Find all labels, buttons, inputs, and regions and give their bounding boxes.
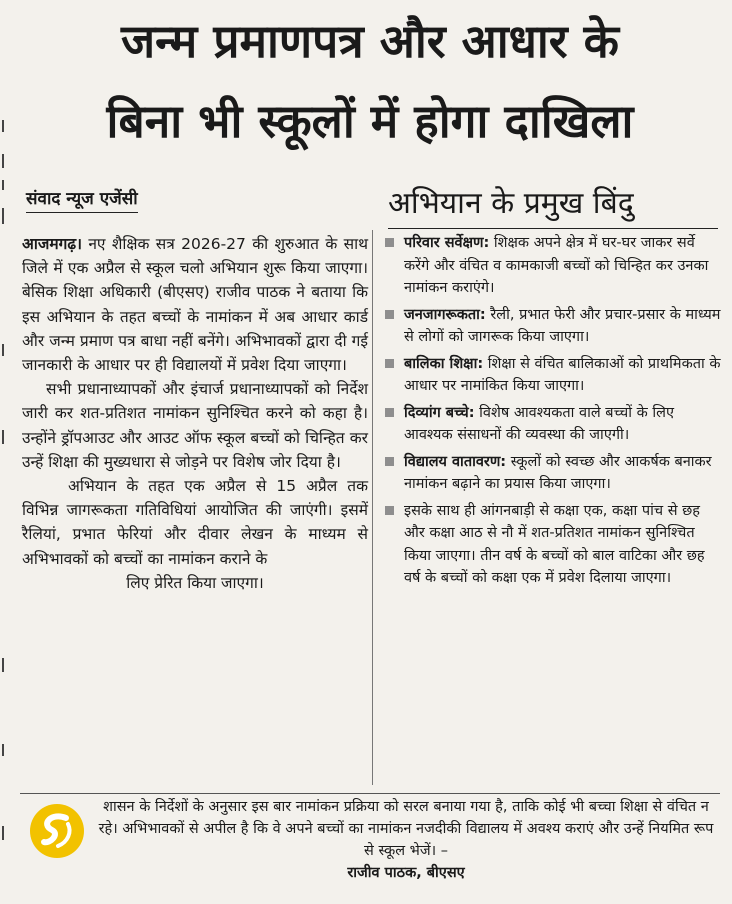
- key-point-disabled-children: दिव्यांग बच्चे: विशेष आवश्यकता वाले बच्चों के लिए आवश्यक संसाधनों की व्यवस्था की जाएगी।: [382, 402, 722, 447]
- square-bullet-icon: [385, 408, 394, 417]
- newspaper-logo-icon: [28, 802, 86, 860]
- column-divider: [372, 230, 373, 785]
- article-paragraph-3-end: लिए प्रेरित किया जाएगा।: [126, 573, 264, 592]
- headline-line-1: जन्म प्रमाणपत्र और आधार के: [121, 14, 619, 68]
- newspaper-logo: [28, 802, 86, 864]
- square-bullet-icon: [385, 457, 394, 466]
- quote-text: शासन के निर्देशों के अनुसार इस बार नामांकन प्रक्रिया को सरल बनाया गया है, ताकि कोई भी बच्चा शिक्षा से वंचित न रहे। अभिभावकों से अपील है कि वे अपने बच्चों का नामांकन नजदीकी विद्यालय में अवश्य कराएं और उन्हें नियमित रूप से स्कूल भेजें। –: [98, 799, 714, 859]
- square-bullet-icon: [385, 359, 394, 368]
- article-paragraph-2: सभी प्रधानाध्यापकों और इंचार्ज प्रधानाध्यापकों को निर्देश जारी कर शत-प्रतिशत नामांकन सुनिश्चित करने को कहा है। उन्होंने ड्रॉपआउट और आउट ऑफ स्कूल बच्चों को चिन्हित कर उन्हें शिक्षा की मुख्यधारा से जोड़ने पर विशेष जोर दिया है।: [22, 380, 368, 471]
- article-paragraph-1: आजमगढ़। नए शैक्षिक सत्र 2026-27 की शुरुआत के साथ जिले में एक अप्रैल से स्कूल चलो अभियान शुरू किया जाएगा। बेसिक शिक्षा अधिकारी (बीएसए) राजीव पाठक ने बताया कि इस अभियान के तहत बच्चों के नामांकन में अब आधार कार्ड और जन्म प्रमाण पत्र बाधा नहीं बनेंगे। अभिभावकों द्वारा दी गई जानकारी के आधार पर ही विद्यालयों में प्रवेश दिया जाएगा।: [22, 235, 368, 375]
- quote-signature: राजीव पाठक, बीएसए: [347, 865, 465, 881]
- square-bullet-icon: [385, 238, 394, 247]
- key-point-anganwadi: इसके साथ ही आंगनबाड़ी से कक्षा एक, कक्षा पांच से छह और कक्षा आठ से नौ में शत-प्रतिशत नामांकन सुनिश्चित किया जाएगा। तीन वर्ष के बच्चों को बाल वाटिका और छह वर्ष के बच्चों को कक्षा एक में प्रवेश दिलाया जाएगा।: [382, 500, 722, 590]
- left-margin-column-marks: [2, 120, 8, 880]
- quote-divider: [20, 793, 720, 794]
- square-bullet-icon: [385, 506, 394, 515]
- bsa-quote: [96, 796, 716, 884]
- key-point-girls-education: बालिका शिक्षा: शिक्षा से वंचित बालिकाओं को प्राथमिकता के आधार पर नामांकित किया जाएगा।: [382, 353, 722, 398]
- square-bullet-icon: [385, 310, 394, 319]
- headline-line-2: बिना भी स्कूलों में होगा दाखिला: [106, 94, 634, 148]
- article-paragraph-3: अभियान के तहत एक अप्रैल से 15 अप्रैल तक विभिन्न जागरूकता गतिविधियां आयोजित की जाएंगी। इसमें रैलियां, प्रभात फेरियां और दीवार लेखन के माध्यम से अभिभावकों को बच्चों का नामांकन कराने के: [22, 477, 368, 568]
- article-body: [22, 232, 368, 595]
- key-point-school-environment: विद्यालय वातावरण: स्कूलों को स्वच्छ और आकर्षक बनाकर नामांकन बढ़ाने का प्रयास किया जाएगा।: [382, 451, 722, 496]
- dateline: आजमगढ़।: [22, 235, 82, 253]
- key-points-title: अभियान के प्रमुख बिंदु: [388, 186, 718, 229]
- key-points-list: [382, 232, 722, 594]
- byline: संवाद न्यूज एजेंसी: [26, 186, 138, 213]
- key-point-awareness: जनजागरूकता: रैली, प्रभात फेरी और प्रचार-प्रसार के माध्यम से लोगों को जागरूक किया जाएगा।: [382, 304, 722, 349]
- key-point-family-survey: परिवार सर्वेक्षण: शिक्षक अपने क्षेत्र में घर-घर जाकर सर्वे करेंगे और वंचित व कामकाजी बच्चों को चिन्हित कर उनका नामांकन कराएंगे।: [382, 232, 722, 300]
